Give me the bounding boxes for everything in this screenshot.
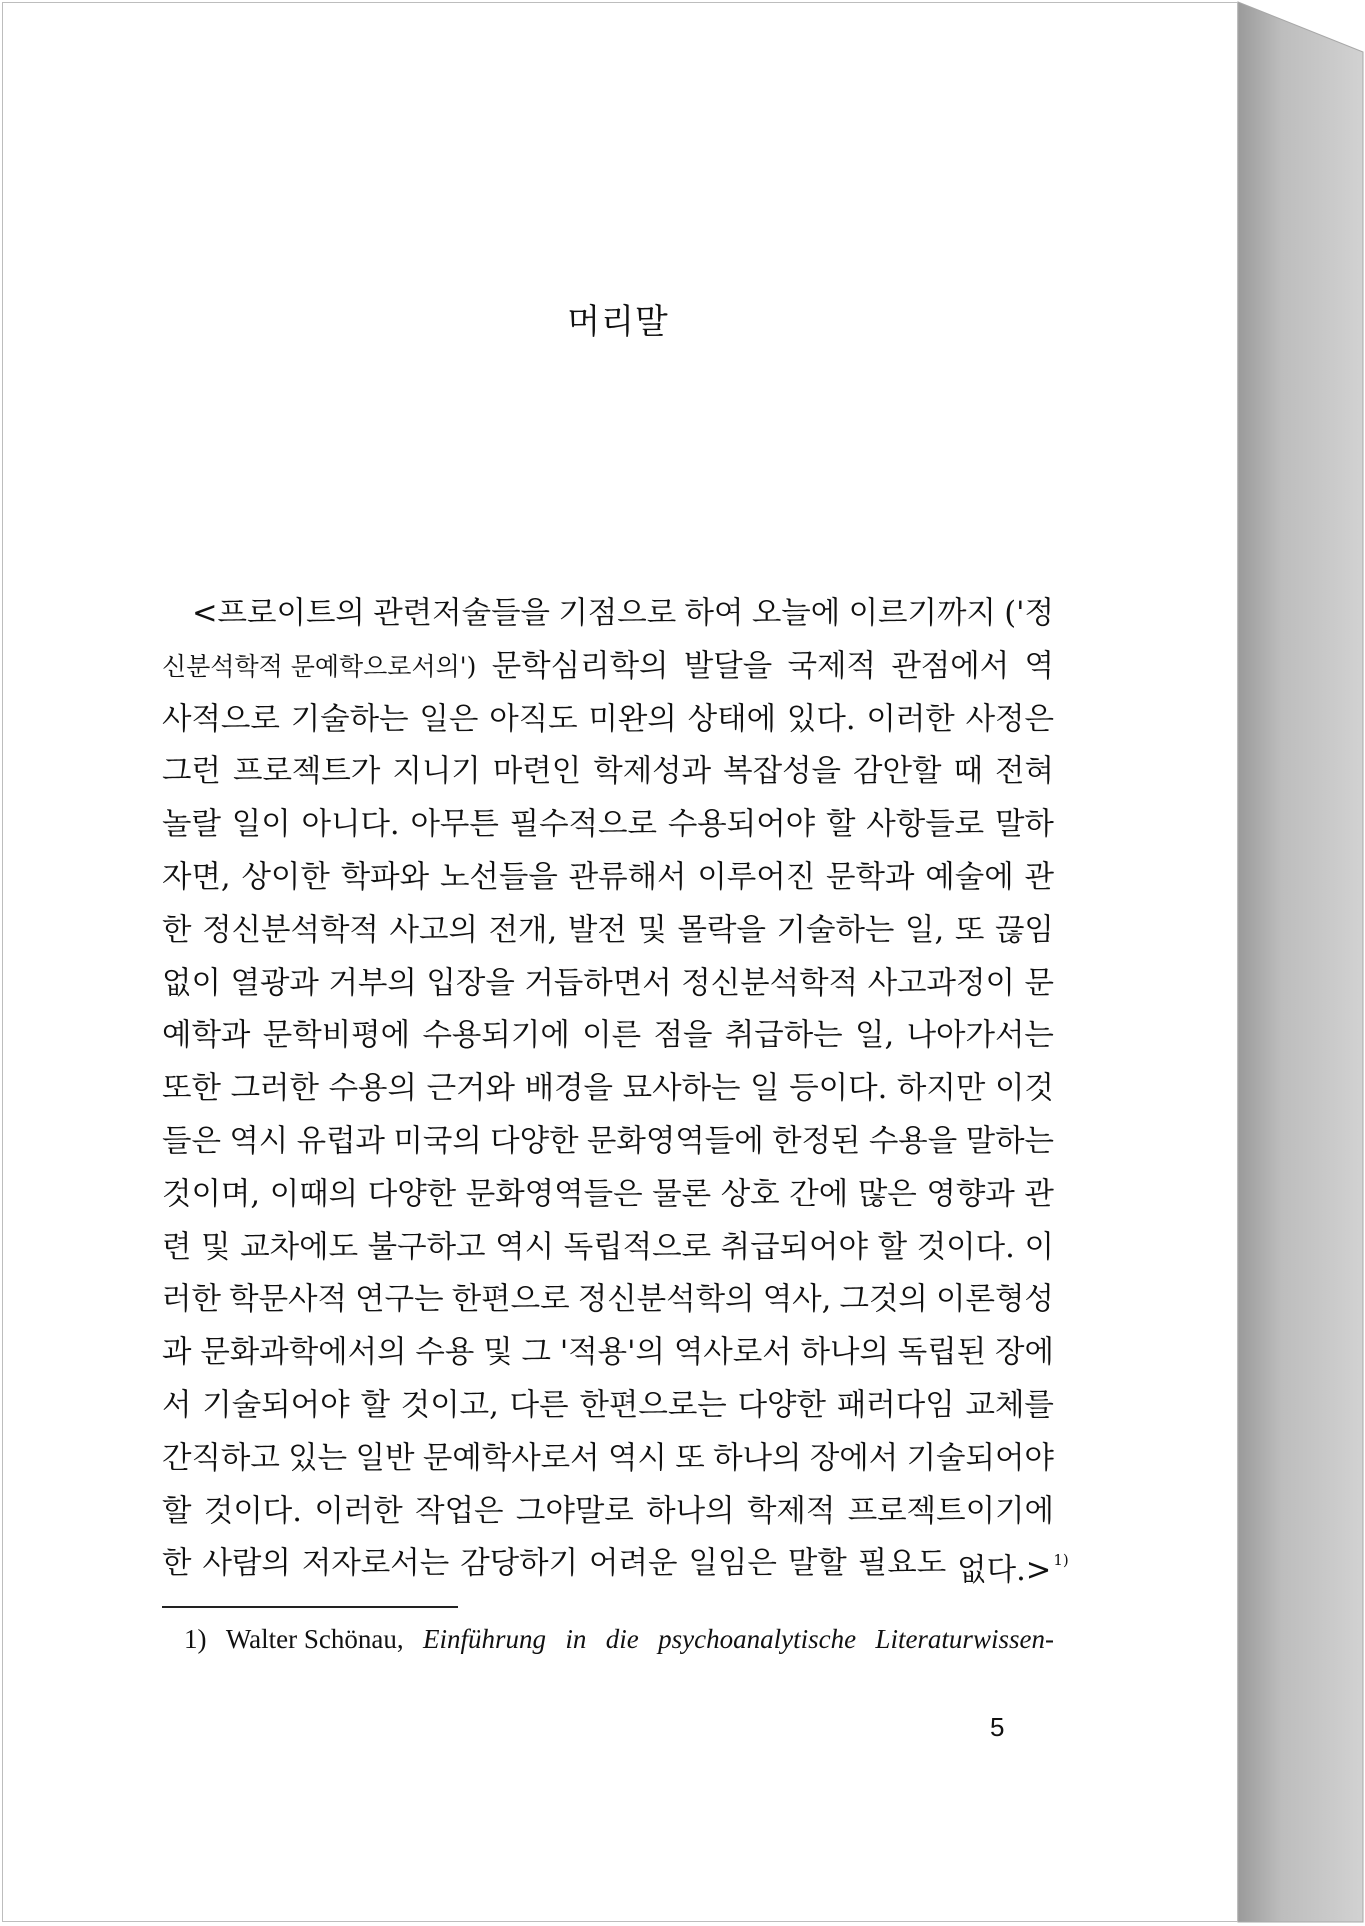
word: 필요도 <box>857 1546 947 1582</box>
word: 이론형성 <box>936 1282 1054 1318</box>
word: 하여 <box>684 596 744 631</box>
text-line <box>162 694 1054 747</box>
word: 역시 <box>607 1440 667 1476</box>
word: 등이다. <box>789 1071 888 1107</box>
word: 할 <box>360 1387 390 1423</box>
word: 거듭하면서 <box>524 965 672 1001</box>
word: 사적으로 <box>162 701 280 737</box>
word: 간직하고 <box>162 1440 280 1476</box>
word: 기술하는 <box>776 912 895 948</box>
word: 감안할 <box>853 754 942 790</box>
word: 학문사적 <box>229 1282 347 1318</box>
text-line <box>162 1380 1054 1433</box>
word: 역사, <box>762 1282 832 1318</box>
text-line <box>162 799 1054 852</box>
footnote-title-word: psychoanalytische <box>658 1624 857 1654</box>
word: 발전 <box>567 912 627 948</box>
word: 기술하는 <box>290 701 409 737</box>
word: 학제적 <box>746 1493 836 1529</box>
word: 과 <box>162 1335 192 1371</box>
word: 것이다. <box>916 1229 1015 1265</box>
word: 프로젝트이기에 <box>847 1493 1054 1529</box>
word: 독립된 <box>897 1335 987 1371</box>
word: 없다.> $^{1)}$ <box>957 1551 1069 1589</box>
text-line <box>162 588 1054 641</box>
word: 사항들로 <box>866 807 985 843</box>
word: <프로이트의 <box>192 596 365 631</box>
footnote-title-word: Literaturwissen- <box>875 1624 1054 1654</box>
word: 사고의 <box>389 912 478 948</box>
word: 입장을 <box>426 965 515 1001</box>
word: 일임은 <box>688 1546 777 1582</box>
word: 관류해서 <box>568 859 687 895</box>
word: 근거와 <box>426 1071 515 1107</box>
word: 어려운 <box>589 1546 678 1582</box>
text-line <box>162 1169 1054 1222</box>
word: 수용 <box>415 1335 475 1371</box>
word: 들은 <box>162 1123 221 1159</box>
word: 것이며, <box>162 1176 261 1212</box>
word: 나아가서는 <box>906 1018 1054 1054</box>
text-line <box>162 1063 1054 1116</box>
word: 거부의 <box>328 965 417 1001</box>
word: 일반 <box>355 1440 415 1476</box>
word: 전개, <box>488 912 558 948</box>
text-line <box>162 1486 1054 1539</box>
word: 묘사하는 <box>622 1071 741 1107</box>
footnote-marker: 1) <box>184 1624 207 1654</box>
body-text <box>162 588 1069 1591</box>
word: 문화과학에서의 <box>200 1335 407 1371</box>
word: 상태에 <box>687 701 777 737</box>
footnote-separator <box>162 1606 458 1608</box>
word: 한정된 <box>772 1123 861 1159</box>
footnote-author: Walter Schönau, <box>225 1624 404 1654</box>
word: 그야말로 <box>515 1493 634 1529</box>
word: 놀랄 <box>162 807 221 843</box>
word: 정신분석학의 <box>577 1282 755 1318</box>
word: 사고과정이 <box>867 965 1015 1001</box>
word: 작업은 <box>415 1493 504 1529</box>
word: 및 <box>201 1229 231 1265</box>
word: 이른 <box>582 1018 642 1054</box>
word: 역시 <box>495 1229 555 1265</box>
word: 발달을 <box>683 648 773 684</box>
word: 일이 <box>231 807 291 843</box>
word: 러한 <box>162 1282 221 1318</box>
word: ('정 <box>1004 596 1054 631</box>
word: 련 <box>162 1229 192 1265</box>
word: 일, <box>905 912 945 948</box>
word: 다양한 <box>737 1387 826 1423</box>
word: 수용을 <box>868 1123 958 1159</box>
word: 아직도 <box>489 701 578 737</box>
word: 연구는 <box>355 1282 444 1318</box>
word: 정신분석학적 <box>202 912 379 948</box>
word: 기술되어야 <box>906 1440 1054 1476</box>
word: 그 <box>521 1335 551 1371</box>
word: 교체를 <box>965 1387 1054 1423</box>
word: 및 <box>637 912 667 948</box>
word: 예학과 <box>162 1018 251 1054</box>
word: 물론 <box>652 1176 712 1212</box>
word: 이러한 <box>314 1493 403 1529</box>
word: 이것 <box>994 1071 1054 1107</box>
word: 감당하기 <box>460 1546 579 1582</box>
text-line <box>162 1274 1054 1327</box>
word: 배경을 <box>524 1071 613 1107</box>
word: 끊임 <box>994 912 1054 948</box>
word: 아니다. <box>301 807 400 843</box>
word: 점을 <box>653 1018 713 1054</box>
word: 수용되어야 <box>667 807 816 843</box>
word: 상호 <box>720 1176 780 1212</box>
word: 필수적으로 <box>509 807 657 843</box>
word: 말하 <box>994 807 1054 843</box>
word: 신분석학적 문예학으로서의') <box>162 651 477 681</box>
word: 문예학사로서 <box>422 1440 600 1476</box>
page-title: 머리말 <box>567 302 669 342</box>
word: 역 <box>1024 648 1054 684</box>
word: 일, <box>855 1018 895 1054</box>
word: 한 <box>162 912 192 948</box>
word: 장에서 <box>809 1440 899 1476</box>
word: 학제성과 <box>593 754 712 790</box>
word: 문학과 <box>826 859 915 895</box>
word: 수용의 <box>328 1071 417 1107</box>
word: 미완의 <box>588 701 677 737</box>
text-line <box>162 1538 1069 1591</box>
word: 유럽과 <box>296 1123 386 1159</box>
word: 또한 <box>162 1071 221 1107</box>
word: 사람의 <box>202 1546 291 1582</box>
word: 지니기 <box>392 754 481 790</box>
word: 문 <box>1024 965 1054 1001</box>
word: 그것의 <box>839 1282 928 1318</box>
text-line <box>162 1222 1054 1275</box>
word: 또 <box>675 1440 705 1476</box>
word: 하지만 <box>896 1071 986 1107</box>
word: 이르기까지 <box>848 596 996 631</box>
word: 할 <box>825 807 856 843</box>
word: 교차에도 <box>240 1229 359 1265</box>
word: 다양한 <box>490 1123 579 1159</box>
word: 관 <box>1024 859 1054 895</box>
word: 문화영역들은 <box>465 1176 643 1212</box>
word: 및 <box>483 1335 513 1371</box>
word: 많은 <box>857 1176 917 1212</box>
word: 그러한 <box>230 1071 319 1107</box>
word: 관련저술들을 <box>373 596 550 631</box>
word: 노선들을 <box>439 859 558 895</box>
word: 복잡성을 <box>723 754 841 790</box>
word: 기점으로 <box>558 596 677 631</box>
word: 또 <box>954 912 985 948</box>
text-line <box>162 641 1054 694</box>
word: 학파와 <box>340 859 430 895</box>
word: 것이고, <box>400 1387 499 1423</box>
word: 기술되어야 <box>202 1387 350 1423</box>
footnote-reference: 1) <box>1053 1551 1069 1570</box>
word: 취급하는 <box>724 1018 843 1054</box>
word: 예술에 <box>925 859 1014 895</box>
word: 자면, <box>162 859 231 895</box>
word: 말할 <box>787 1546 847 1582</box>
page-number: 5 <box>990 1712 1005 1742</box>
word: 이 <box>1024 1229 1054 1265</box>
text-line <box>162 905 1054 958</box>
text-line <box>162 852 1054 905</box>
word: 일은 <box>419 701 479 737</box>
word: 하나의 <box>646 1493 735 1529</box>
word: 그런 <box>162 754 221 790</box>
text-line <box>162 1433 1054 1486</box>
word: 하나의 <box>800 1335 889 1371</box>
text-line <box>162 958 1054 1011</box>
word: 있는 <box>288 1440 348 1476</box>
footnote-title-word: in <box>565 1624 587 1654</box>
text-line <box>162 1116 1054 1169</box>
footnote-title-word: die <box>605 1624 639 1654</box>
word: 영향과 <box>926 1176 1015 1212</box>
word: 프로젝트가 <box>232 754 381 790</box>
word: 때 <box>953 754 983 790</box>
word: 취급되어야 <box>720 1229 868 1265</box>
word: 독립적으로 <box>563 1229 712 1265</box>
word: 할 <box>877 1229 908 1265</box>
word: 저자로서는 <box>301 1546 450 1582</box>
word: 패러다임 <box>836 1387 955 1423</box>
word: 이러한 <box>866 701 955 737</box>
word: 마련인 <box>492 754 582 790</box>
word: 수용되기에 <box>422 1018 570 1054</box>
word: 이루어진 <box>697 859 816 895</box>
word: 정신분석학적 <box>681 965 859 1001</box>
word: 관 <box>1024 1176 1054 1212</box>
word: 하나의 <box>713 1440 802 1476</box>
word: 한편으로 <box>451 1282 570 1318</box>
word: 이때의 <box>269 1176 359 1212</box>
footnote-title-word: Einführung <box>423 1624 547 1654</box>
word: 할 <box>162 1493 192 1529</box>
word: '적용'의 <box>559 1335 665 1371</box>
word: 사정은 <box>965 701 1054 737</box>
word: 없이 <box>162 965 221 1001</box>
word: 문학비평에 <box>262 1018 411 1054</box>
word: 역시 <box>229 1123 289 1159</box>
word: 말하는 <box>965 1123 1054 1159</box>
word: 있다. <box>786 701 856 737</box>
footnote <box>184 1624 1054 1655</box>
text-line <box>162 746 1054 799</box>
text-line <box>162 1010 1054 1063</box>
word: 상이한 <box>241 859 330 895</box>
word: 오늘에 <box>751 596 841 631</box>
word: 것이다. <box>203 1493 302 1529</box>
word: 몰락을 <box>677 912 766 948</box>
word: 다양한 <box>367 1176 457 1212</box>
text-line <box>162 1327 1054 1380</box>
word: 불구하고 <box>367 1229 486 1265</box>
word: 관점에서 <box>891 648 1010 684</box>
word: 문학심리학의 <box>491 648 669 684</box>
word: 국제적 <box>787 648 876 684</box>
word: 문화영역들에 <box>586 1123 764 1159</box>
word: 역사로서 <box>673 1335 792 1371</box>
word: 열광과 <box>230 965 319 1001</box>
word: 장에 <box>995 1335 1054 1371</box>
word: 한편으로는 <box>579 1387 727 1423</box>
word: 전혀 <box>995 754 1054 790</box>
word: 서 <box>162 1387 192 1423</box>
word: 한 <box>162 1546 192 1582</box>
word: 아무튼 <box>410 807 499 843</box>
word: 다른 <box>509 1387 569 1423</box>
word: 간에 <box>789 1176 849 1212</box>
word: 일 <box>750 1071 780 1107</box>
word: 미국의 <box>393 1123 482 1159</box>
